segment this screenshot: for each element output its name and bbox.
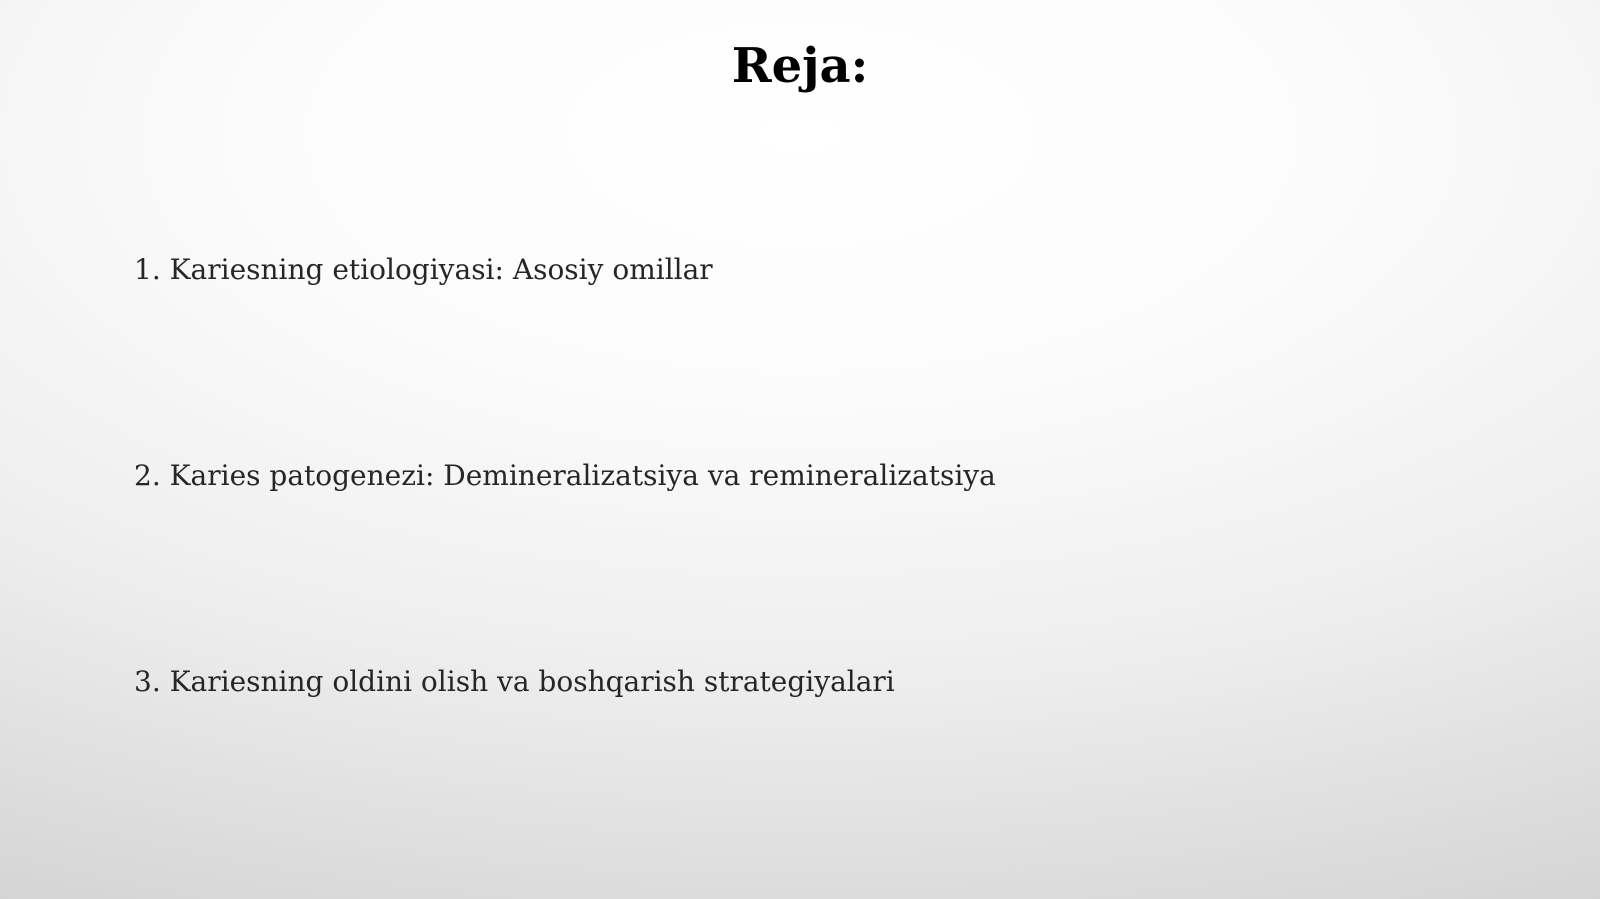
- plan-item-etiology: 1. Kariesning etiologiyasi: Asosiy omillar: [134, 253, 713, 286]
- plan-item-prevention: 3. Kariesning oldini olish va boshqarish strategiyalari: [134, 665, 895, 698]
- slide-title: Reja:: [731, 38, 869, 94]
- plan-item-pathogenesis: 2. Karies patogenezi: Demineralizatsiya va remineralizatsiya: [134, 459, 996, 492]
